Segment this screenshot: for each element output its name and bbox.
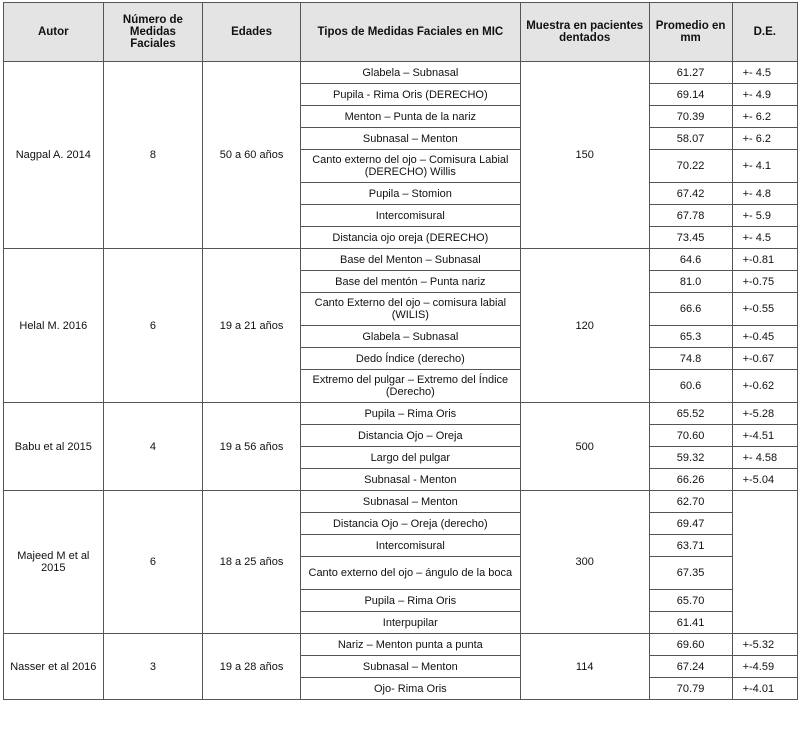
age-range-cell: 18 a 25 años [203,491,301,634]
measure-type-cell: Pupila – Rima Oris [300,590,520,612]
measure-type-cell: Base del Menton – Subnasal [300,249,520,271]
measure-type-cell: Largo del pulgar [300,447,520,469]
author-cell: Nagpal A. 2014 [4,62,104,249]
mean-value-cell: 67.35 [649,557,732,590]
measure-type-cell: Glabela – Subnasal [300,62,520,84]
mean-value-cell: 63.71 [649,535,732,557]
std-dev-cell: +- 4.9 [732,84,797,106]
table-row [4,249,798,271]
mean-value-cell: 65.3 [649,326,732,348]
table-header [4,3,798,62]
measure-type-cell: Subnasal – Menton [300,128,520,150]
measure-count-cell: 6 [103,249,203,403]
age-range-cell: 50 a 60 años [203,62,301,249]
header-tipos: Tipos de Medidas Faciales en MIC [300,3,520,62]
header-autor: Autor [4,3,104,62]
std-dev-cell: +- 4.5 [732,62,797,84]
mean-value-cell: 60.6 [649,370,732,403]
mean-value-cell: 70.79 [649,678,732,700]
mean-value-cell: 61.27 [649,62,732,84]
mean-value-cell: 67.78 [649,205,732,227]
std-dev-cell: +-0.45 [732,326,797,348]
std-dev-cell: +- 4.5 [732,227,797,249]
std-dev-cell [732,491,797,634]
mean-value-cell: 59.32 [649,447,732,469]
measure-count-cell: 6 [103,491,203,634]
mean-value-cell: 69.47 [649,513,732,535]
mean-value-cell: 81.0 [649,271,732,293]
header-muestra: Muestra en pacientes dentados [520,3,649,62]
std-dev-cell: +-5.32 [732,634,797,656]
sample-size-cell: 114 [520,634,649,700]
author-cell: Helal M. 2016 [4,249,104,403]
measure-type-cell: Subnasal - Menton [300,469,520,491]
measure-type-cell: Menton – Punta de la nariz [300,106,520,128]
std-dev-cell: +-4.01 [732,678,797,700]
mean-value-cell: 58.07 [649,128,732,150]
measure-type-cell: Nariz – Menton punta a punta [300,634,520,656]
measure-type-cell: Distancia Ojo – Oreja [300,425,520,447]
measure-type-cell: Ojo- Rima Oris [300,678,520,700]
std-dev-cell: +- 5.9 [732,205,797,227]
measurements-table [3,2,798,700]
mean-value-cell: 70.60 [649,425,732,447]
mean-value-cell: 61.41 [649,612,732,634]
table-body [4,62,798,700]
std-dev-cell: +- 6.2 [732,106,797,128]
header-de: D.E. [732,3,797,62]
measure-type-cell: Canto externo del ojo – Comisura Labial (DERECHO) Willis [300,150,520,183]
std-dev-cell: +- 4.1 [732,150,797,183]
mean-value-cell: 67.42 [649,183,732,205]
std-dev-cell: +-4.59 [732,656,797,678]
measure-type-cell: Pupila – Stomion [300,183,520,205]
mean-value-cell: 62.70 [649,491,732,513]
age-range-cell: 19 a 21 años [203,249,301,403]
measure-type-cell: Pupila – Rima Oris [300,403,520,425]
author-cell: Majeed M et al 2015 [4,491,104,634]
mean-value-cell: 70.22 [649,150,732,183]
mean-value-cell: 69.14 [649,84,732,106]
table-row [4,62,798,84]
mean-value-cell: 73.45 [649,227,732,249]
header-edades: Edades [203,3,301,62]
age-range-cell: 19 a 56 años [203,403,301,491]
measure-type-cell: Distancia Ojo – Oreja (derecho) [300,513,520,535]
header-row [4,3,798,62]
sample-size-cell: 300 [520,491,649,634]
measure-count-cell: 4 [103,403,203,491]
measure-type-cell: Intercomisural [300,205,520,227]
std-dev-cell: +-0.62 [732,370,797,403]
std-dev-cell: +- 4.8 [732,183,797,205]
std-dev-cell: +-5.28 [732,403,797,425]
mean-value-cell: 66.26 [649,469,732,491]
measure-type-cell: Canto externo del ojo – ángulo de la boca [300,557,520,590]
mean-value-cell: 74.8 [649,348,732,370]
measure-type-cell: Subnasal – Menton [300,656,520,678]
author-cell: Nasser et al 2016 [4,634,104,700]
sample-size-cell: 500 [520,403,649,491]
header-promedio: Promedio en mm [649,3,732,62]
mean-value-cell: 66.6 [649,293,732,326]
measure-type-cell: Intercomisural [300,535,520,557]
measure-type-cell: Distancia ojo oreja (DERECHO) [300,227,520,249]
measure-type-cell: Subnasal – Menton [300,491,520,513]
std-dev-cell: +-0.67 [732,348,797,370]
table-row [4,403,798,425]
header-numero: Número de Medidas Faciales [103,3,203,62]
measure-type-cell: Base del mentón – Punta nariz [300,271,520,293]
age-range-cell: 19 a 28 años [203,634,301,700]
table-row [4,634,798,656]
measure-type-cell: Dedo Índice (derecho) [300,348,520,370]
mean-value-cell: 67.24 [649,656,732,678]
measure-type-cell: Extremo del pulgar – Extremo del Índice (Derecho) [300,370,520,403]
mean-value-cell: 64.6 [649,249,732,271]
sample-size-cell: 150 [520,62,649,249]
mean-value-cell: 69.60 [649,634,732,656]
std-dev-cell: +-0.75 [732,271,797,293]
measure-type-cell: Interpupilar [300,612,520,634]
std-dev-cell: +-0.81 [732,249,797,271]
measure-count-cell: 8 [103,62,203,249]
mean-value-cell: 70.39 [649,106,732,128]
measure-type-cell: Canto Externo del ojo – comisura labial (WILIS) [300,293,520,326]
mean-value-cell: 65.70 [649,590,732,612]
measure-count-cell: 3 [103,634,203,700]
measure-type-cell: Pupila - Rima Oris (DERECHO) [300,84,520,106]
author-cell: Babu et al 2015 [4,403,104,491]
mean-value-cell: 65.52 [649,403,732,425]
measure-type-cell: Glabela – Subnasal [300,326,520,348]
std-dev-cell: +- 4.58 [732,447,797,469]
sample-size-cell: 120 [520,249,649,403]
std-dev-cell: +-4.51 [732,425,797,447]
table-row [4,491,798,513]
std-dev-cell: +- 6.2 [732,128,797,150]
std-dev-cell: +-5.04 [732,469,797,491]
std-dev-cell: +-0.55 [732,293,797,326]
